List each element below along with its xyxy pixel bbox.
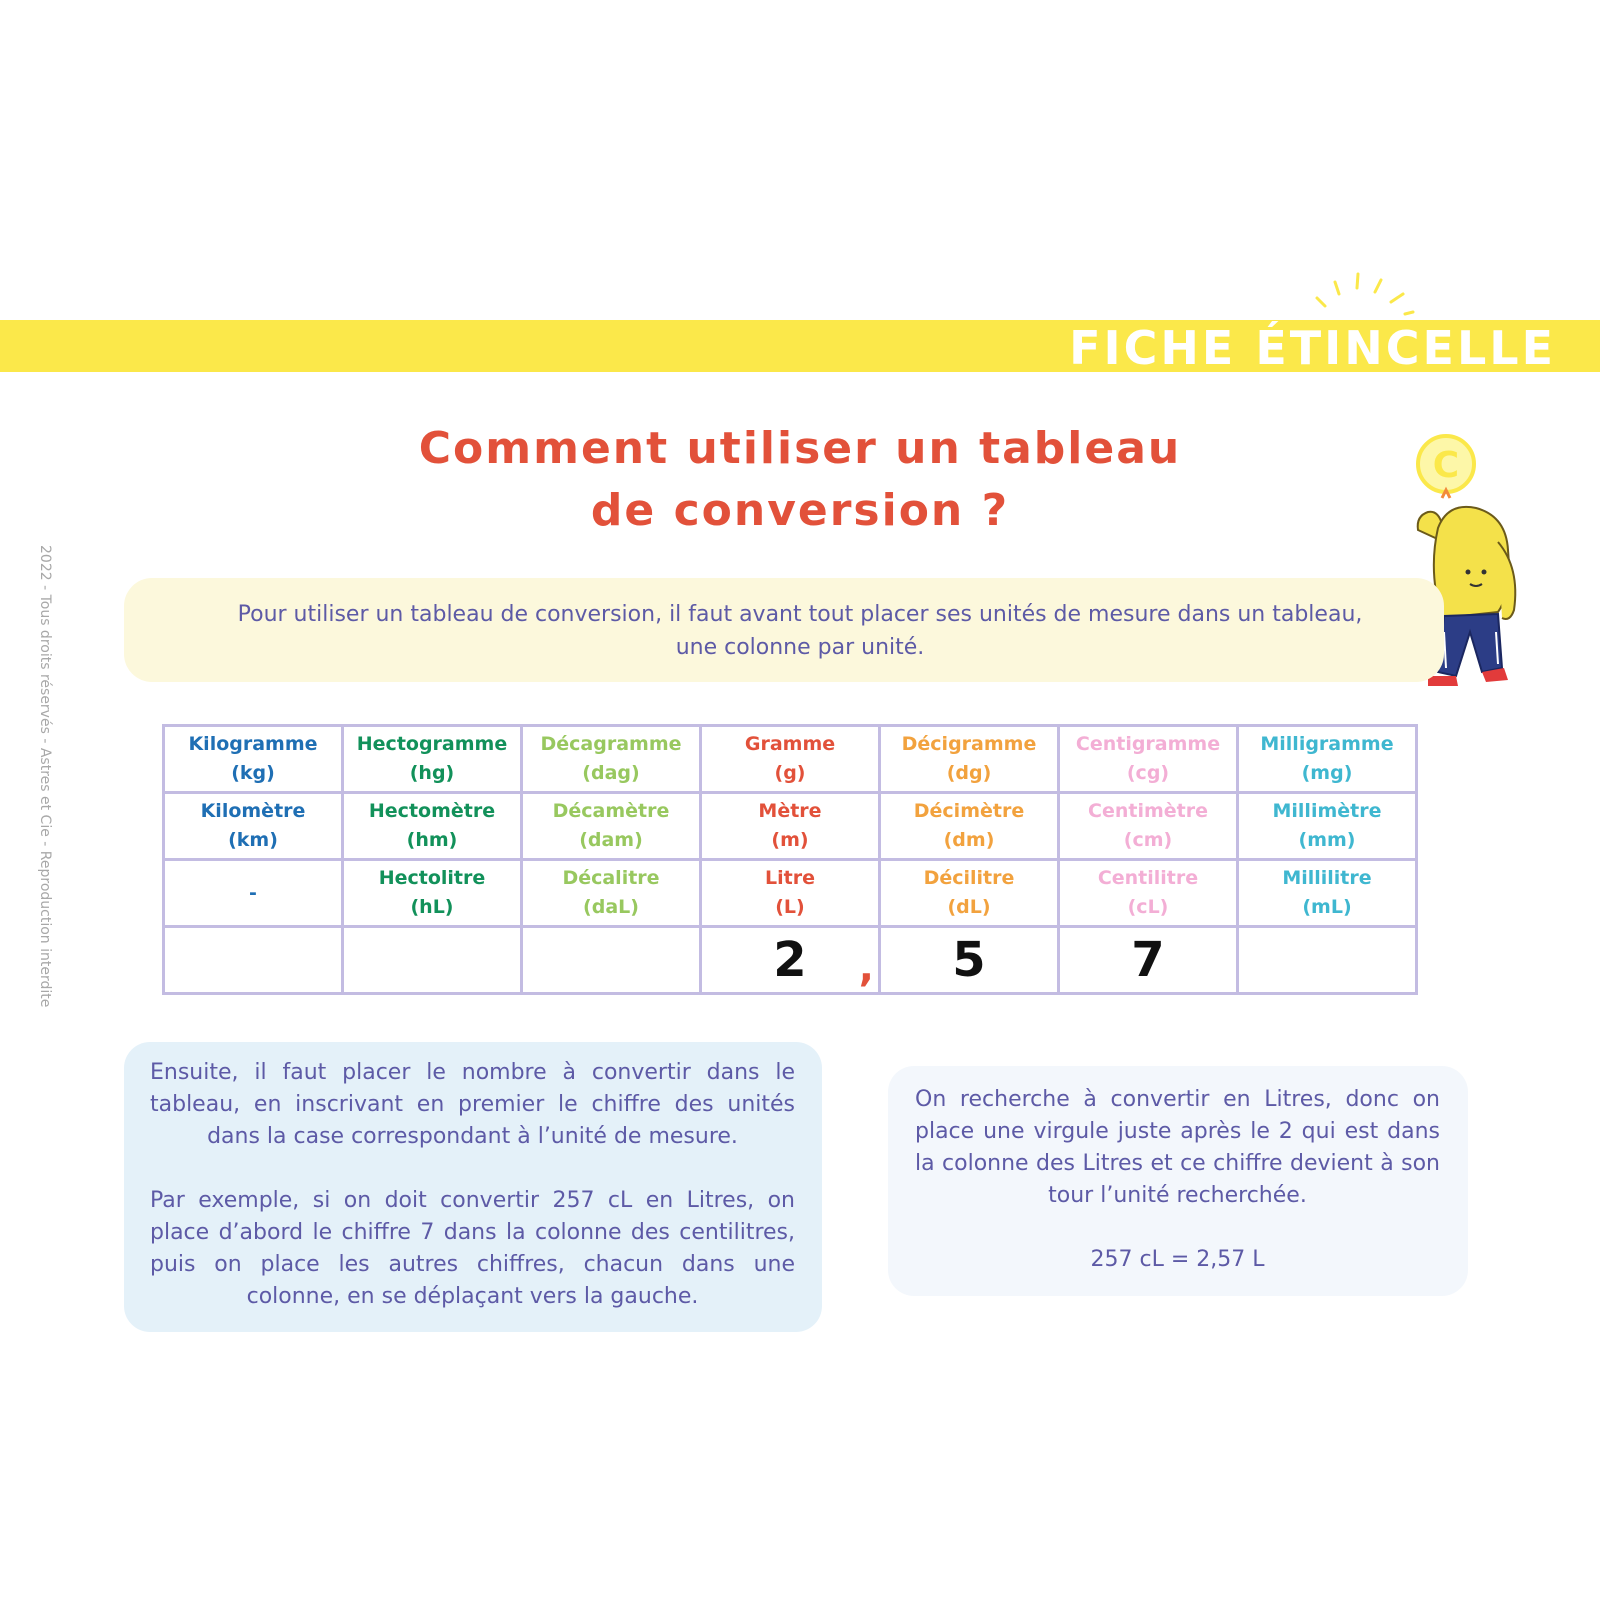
unit-name: Mètre	[758, 800, 822, 822]
unit-name: Millimètre	[1272, 800, 1382, 822]
explanation-right-para-1: On recherche à convertir en Litres, donc on place une virgule juste après le 2 qui est dans la colonne des Litres et ce chiffre devient à son tour l’unité recherchée.	[915, 1087, 1440, 1208]
digit-value: 5	[952, 931, 986, 988]
unit-abbr: (hm)	[406, 829, 458, 851]
unit-name: Centimètre	[1088, 800, 1208, 822]
header-label: FICHE ÉTINCELLE	[1069, 321, 1556, 375]
unit-abbr: (km)	[228, 829, 278, 851]
decimal-comma: ,	[858, 945, 874, 991]
unit-name: Gramme	[744, 733, 836, 755]
unit-cell	[164, 860, 343, 927]
unit-cell	[701, 860, 880, 927]
unit-cell	[880, 726, 1059, 793]
unit-row	[164, 860, 1417, 927]
unit-cell	[522, 860, 701, 927]
unit-name: Décigramme	[901, 733, 1037, 755]
unit-abbr: (dam)	[579, 829, 643, 851]
unit-abbr: (cm)	[1123, 829, 1173, 851]
unit-cell	[1059, 860, 1238, 927]
unit-name: Kilogramme	[188, 733, 318, 755]
unit-name: Décimètre	[913, 800, 1025, 822]
unit-cell	[164, 793, 343, 860]
unit-cell	[343, 860, 522, 927]
unit-abbr: (L)	[775, 896, 805, 918]
unit-abbr: (g)	[774, 762, 806, 784]
unit-abbr: (dL)	[947, 896, 991, 918]
intro-line-1: Pour utiliser un tableau de conversion, il faut avant tout placer ses unités de mesure dans un tableau,	[237, 602, 1363, 627]
unit-row	[164, 726, 1417, 793]
unit-cell	[343, 726, 522, 793]
conversion-result: 257 cL = 2,57 L	[1090, 1247, 1265, 1272]
unit-cell	[1059, 793, 1238, 860]
explanation-left-para-2: Par exemple, si on doit convertir 257 cL en Litres, on place d’abord le chiffre 7 dans la colonne des centilitres, puis on place les autres chiffres, chacun dans une colonne, en se déplaçant vers la gauche.	[150, 1188, 795, 1309]
unit-name: Kilomètre	[200, 800, 306, 822]
unit-abbr: (daL)	[583, 896, 639, 918]
digit-cell	[880, 927, 1059, 994]
digit-cell	[701, 927, 880, 994]
unit-abbr: (dg)	[946, 762, 992, 784]
unit-cell	[880, 793, 1059, 860]
unit-cell	[880, 860, 1059, 927]
unit-name: Hectomètre	[368, 800, 496, 822]
unit-name: Décagramme	[540, 733, 682, 755]
digits-row	[164, 927, 1417, 994]
unit-abbr: (dm)	[943, 829, 995, 851]
unit-abbr: (m)	[771, 829, 809, 851]
unit-abbr: (cg)	[1126, 762, 1170, 784]
unit-abbr: (kg)	[231, 762, 275, 784]
unit-abbr: (dag)	[582, 762, 640, 784]
digit-value: 7	[1131, 931, 1165, 988]
unit-cell	[343, 793, 522, 860]
unit-name: Décilitre	[923, 867, 1015, 889]
unit-name: Centigramme	[1075, 733, 1221, 755]
unit-abbr: (mL)	[1302, 896, 1352, 918]
unit-name: -	[249, 881, 257, 904]
unit-abbr: (hg)	[409, 762, 455, 784]
unit-cell	[1059, 726, 1238, 793]
unit-name: Hectolitre	[378, 867, 486, 889]
unit-abbr: (mm)	[1298, 829, 1356, 851]
unit-cell	[522, 793, 701, 860]
copyright-note: 2022 - Tous droits réservés - Astres et Cie - Reproduction interdite	[37, 545, 53, 1008]
mascot-badge: C	[1432, 445, 1460, 486]
title-line-2: de conversion ?	[590, 485, 1010, 536]
digit-cell	[522, 927, 701, 994]
unit-cell	[1238, 793, 1417, 860]
unit-cell	[164, 726, 343, 793]
page-title	[300, 418, 1300, 542]
unit-abbr: (cL)	[1127, 896, 1169, 918]
unit-name: Milligramme	[1260, 733, 1394, 755]
unit-name: Millilitre	[1282, 867, 1372, 889]
digit-cell	[164, 927, 343, 994]
digit-cell	[1238, 927, 1417, 994]
unit-cell	[701, 726, 880, 793]
digit-cell	[343, 927, 522, 994]
unit-row	[164, 793, 1417, 860]
unit-name: Litre	[765, 867, 815, 889]
digit-cell	[1059, 927, 1238, 994]
unit-abbr: (hL)	[410, 896, 454, 918]
unit-abbr: (mg)	[1301, 762, 1353, 784]
unit-cell	[522, 726, 701, 793]
explanation-left-para-1: Ensuite, il faut placer le nombre à convertir dans le tableau, en inscrivant en premier le chiffre des unités dans la case correspondant à l’unité de mesure.	[150, 1060, 795, 1149]
intro-text	[170, 598, 1430, 664]
unit-name: Décamètre	[552, 800, 670, 822]
unit-cell	[701, 793, 880, 860]
intro-line-2: une colonne par unité.	[675, 635, 925, 660]
unit-cell	[1238, 860, 1417, 927]
unit-name: Centilitre	[1097, 867, 1199, 889]
sparkle-icon	[1305, 268, 1415, 318]
digit-value: 2	[773, 931, 807, 988]
unit-name: Hectogramme	[356, 733, 508, 755]
title-line-1: Comment utiliser un tableau	[418, 423, 1182, 474]
conversion-table	[162, 724, 1418, 995]
unit-name: Décalitre	[562, 867, 660, 889]
unit-cell	[1238, 726, 1417, 793]
